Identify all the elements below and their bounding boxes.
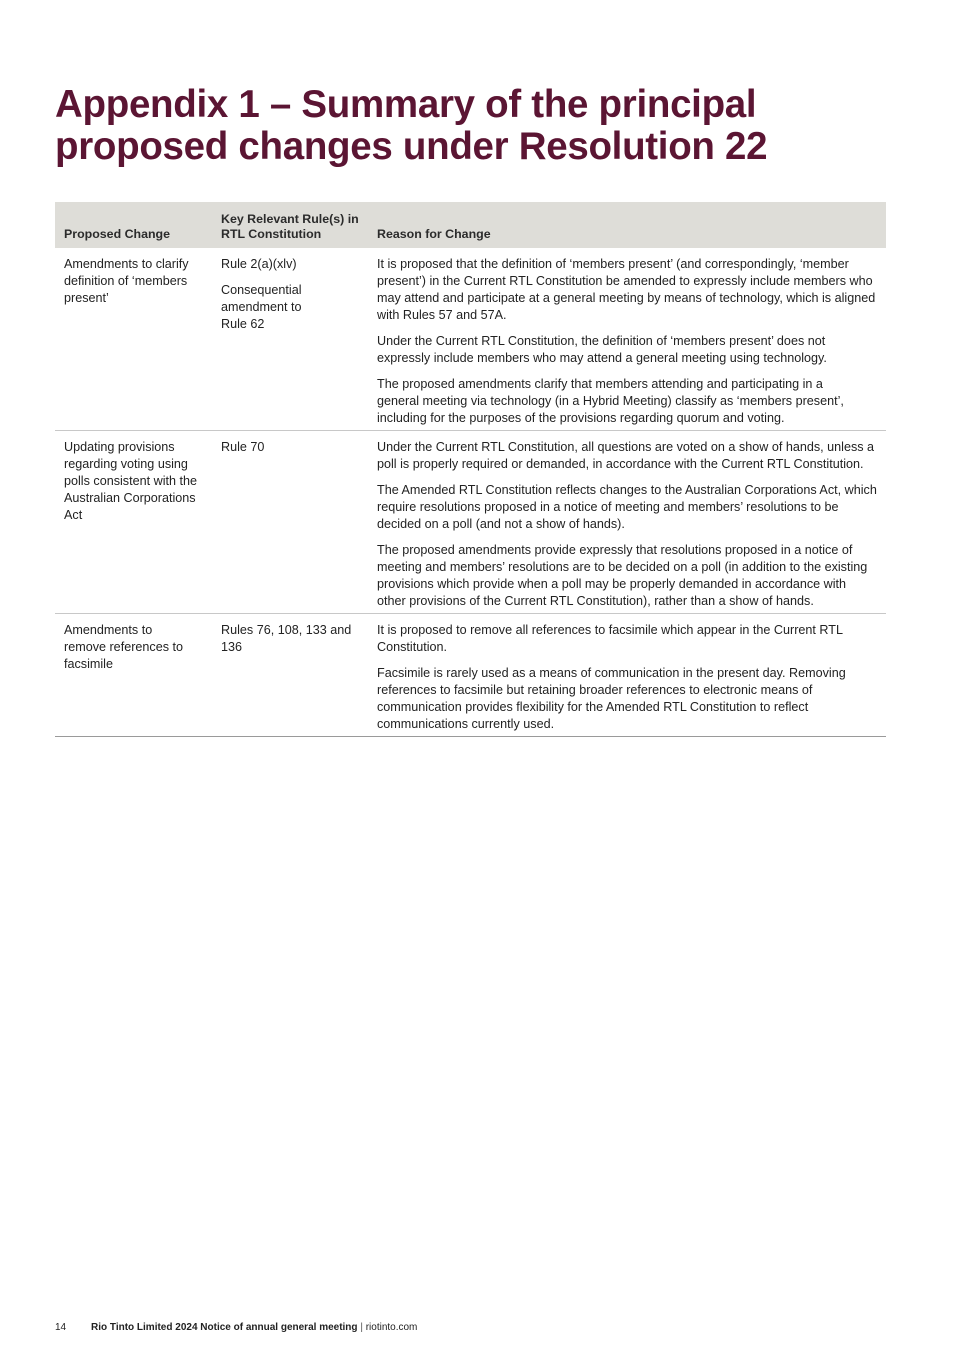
document-title: Rio Tinto Limited 2024 Notice of annual general meeting [91,1322,358,1333]
table-header [55,202,886,248]
reason-paragraph: It is proposed that the definition of ‘members present’ (and correspondingly, ‘member present’) in the Current RTL Constitution be amended to expressly include members who may attend and participate at a general meeting by means of technology, which is aligned with Rules 57 and 57A. [377,257,876,322]
table-row [55,614,886,737]
reason-paragraph: The Amended RTL Constitution reflects changes to the Australian Corporations Act, which require resolutions proposed in a notice of meeting and members’ resolutions to be decided on a poll (and not a show of hands). [377,483,877,531]
reason-paragraph: Facsimile is rarely used as a means of communication in the present day. Removing references to facsimile but retaining broader references to electronic means of communication provides flexibility for the Amended RTL Constitution to reflect communications currently used. [377,666,846,731]
rule-text: Rule 2(a)(xlv) [221,257,297,271]
rule-text: Rule 70 [221,440,265,454]
reason-paragraph: The proposed amendments provide expressly that resolutions proposed in a notice of meeting and members’ resolutions are to be decided on a poll (in addition to the existing provisions which provide when a poll may be properly demanded in accordance with other provisions of the Current RTL Constitution), rather than a show of hands. [377,543,868,608]
footer-separator: | [360,1322,363,1333]
rules-cell [212,439,368,610]
proposed-change-cell [55,622,212,733]
reason-cell [368,622,886,733]
header-key-rules: Key Relevant Rule(s) in RTL Constitution [221,212,359,241]
table-row [55,431,886,614]
proposed-change-cell [55,439,212,610]
page-title: Appendix 1 – Summary of the principal proposed changes under Resolution 22 [55,83,768,168]
page-number: 14 [55,1322,67,1333]
rules-cell [212,622,368,733]
table-row [55,248,886,431]
reason-cell [368,256,886,427]
proposed-change-cell [55,256,212,427]
rule-text: Rules 76, 108, 133 and 136 [221,623,352,654]
reason-paragraph: It is proposed to remove all references to facsimile which appear in the Current RTL Constitution. [377,623,843,654]
reason-paragraph: Under the Current RTL Constitution, the definition of ‘members present’ does not expressly include members who may attend a general meeting using technology. [377,334,827,365]
changes-table [55,202,886,737]
header-reason: Reason for Change [377,227,491,241]
reason-paragraph: The proposed amendments clarify that members attending and participating in a general meeting via technology (in a Hybrid Meeting) classify as ‘members present’, including for the purposes of the provisions regarding quorum and voting. [377,377,844,425]
rule-text: Consequential amendment to Rule 62 [221,283,302,331]
rules-cell [212,256,368,427]
reason-paragraph: Under the Current RTL Constitution, all questions are voted on a show of hands, unless a poll is properly required or demanded, in accordance with the Current RTL Constitution. [377,440,875,471]
header-proposed-change: Proposed Change [64,227,171,241]
reason-cell [368,439,886,610]
proposed-change-text: Amendments to remove references to facsimile [64,623,183,671]
website-link[interactable]: riotinto.com [365,1322,418,1333]
page-footer [55,1322,417,1333]
proposed-change-text: Amendments to clarify definition of ‘members present’ [64,257,189,305]
proposed-change-text: Updating provisions regarding voting using polls consistent with the Australian Corporations Act [64,440,198,522]
